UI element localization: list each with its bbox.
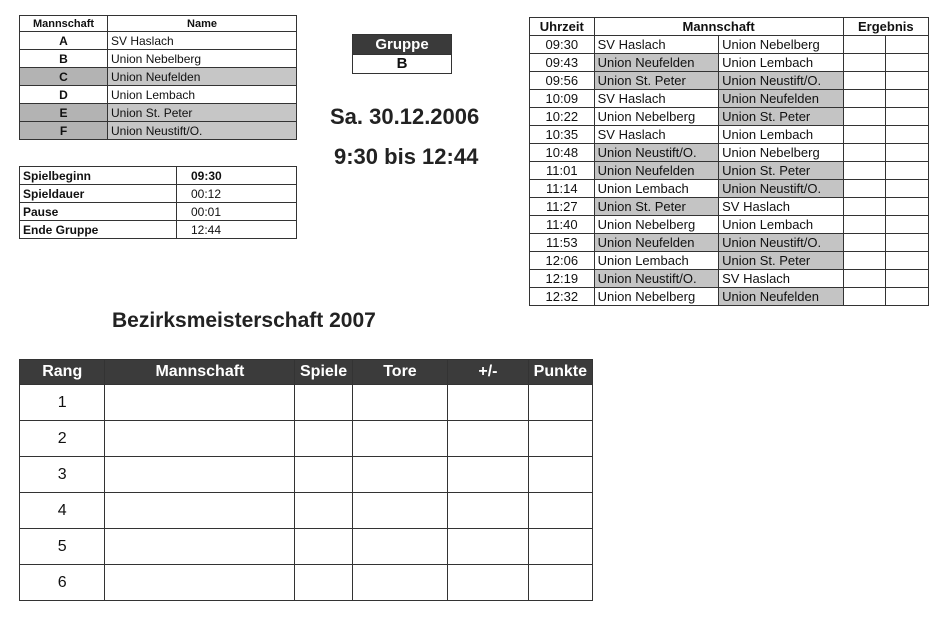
ranking-cell-team [105, 493, 295, 529]
team-name: SV Haslach [108, 32, 297, 50]
schedule-row [530, 162, 929, 180]
match-home-team: Union Neustift/O. [594, 270, 718, 288]
ranking-cell-diff [448, 421, 528, 457]
ranking-cell-points [528, 529, 592, 565]
rank-number: 4 [20, 493, 105, 529]
ranking-cell-team [105, 421, 295, 457]
match-guest-team: SV Haslach [719, 198, 843, 216]
team-name: Union Lembach [108, 86, 297, 104]
rank-number: 3 [20, 457, 105, 493]
team-table-header [20, 16, 297, 32]
event-time-range: 9:30 bis 12:44 [334, 144, 479, 169]
result-guest-cell [886, 288, 929, 306]
match-time: 11:14 [530, 180, 595, 198]
schedule-table-body [530, 36, 929, 306]
schedule-row [530, 36, 929, 54]
match-time: 11:40 [530, 216, 595, 234]
info-value: 09:30 [177, 167, 297, 185]
info-row [20, 167, 297, 185]
info-value: 00:01 [177, 203, 297, 221]
ranking-cell-goals [352, 493, 448, 529]
info-label: Ende Gruppe [20, 221, 177, 239]
match-home-team: Union Neufelden [594, 234, 718, 252]
ranking-cell-points [528, 493, 592, 529]
ranking-cell-team [105, 565, 295, 601]
ranking-cell-games [295, 565, 352, 601]
ranking-cell-team [105, 457, 295, 493]
ranking-cell-goals [352, 385, 448, 421]
page-title: Bezirksmeisterschaft 2007 [112, 309, 376, 332]
team-name: Union Neufelden [108, 68, 297, 86]
result-guest-cell [886, 90, 929, 108]
schedule-row [530, 234, 929, 252]
match-guest-team: Union St. Peter [719, 108, 843, 126]
match-home-team: SV Haslach [594, 36, 718, 54]
info-row [20, 221, 297, 239]
ranking-cell-games [295, 529, 352, 565]
team-code: E [20, 104, 108, 122]
match-time: 10:09 [530, 90, 595, 108]
ranking-cell-diff [448, 565, 528, 601]
match-guest-team: Union Neufelden [719, 90, 843, 108]
result-guest-cell [886, 162, 929, 180]
result-guest-cell [886, 234, 929, 252]
result-guest-cell [886, 72, 929, 90]
schedule-row [530, 144, 929, 162]
match-time: 11:53 [530, 234, 595, 252]
match-time: 09:43 [530, 54, 595, 72]
schedule-row [530, 180, 929, 198]
match-guest-team: Union Lembach [719, 54, 843, 72]
team-table [19, 15, 297, 140]
schedule-row [530, 126, 929, 144]
ranking-row [20, 421, 593, 457]
team-table-body [20, 32, 297, 140]
match-guest-team: Union Neufelden [719, 288, 843, 306]
match-guest-team: Union Neustift/O. [719, 72, 843, 90]
ranking-cell-points [528, 457, 592, 493]
match-home-team: Union Neufelden [594, 162, 718, 180]
match-guest-team: Union Neustift/O. [719, 180, 843, 198]
ranking-cell-points [528, 421, 592, 457]
result-home-cell [843, 54, 886, 72]
match-home-team: Union Lembach [594, 252, 718, 270]
schedule-row [530, 108, 929, 126]
match-guest-team: SV Haslach [719, 270, 843, 288]
result-home-cell [843, 72, 886, 90]
ranking-row [20, 565, 593, 601]
ranking-cell-diff [448, 385, 528, 421]
result-guest-cell [886, 270, 929, 288]
team-name: Union Neustift/O. [108, 122, 297, 140]
schedule-row [530, 288, 929, 306]
match-time: 11:01 [530, 162, 595, 180]
rank-number: 5 [20, 529, 105, 565]
ranking-cell-games [295, 385, 352, 421]
ranking-cell-games [295, 421, 352, 457]
ranking-row [20, 493, 593, 529]
result-guest-cell [886, 144, 929, 162]
ranking-cell-team [105, 385, 295, 421]
info-label: Spieldauer [20, 185, 177, 203]
info-table-body [20, 167, 297, 239]
info-row [20, 185, 297, 203]
team-name: Union Nebelberg [108, 50, 297, 68]
result-home-cell [843, 252, 886, 270]
match-home-team: Union Nebelberg [594, 288, 718, 306]
match-guest-team: Union Lembach [719, 216, 843, 234]
match-home-team: Union St. Peter [594, 72, 718, 90]
match-home-team: Union Nebelberg [594, 108, 718, 126]
result-guest-cell [886, 198, 929, 216]
ranking-cell-team [105, 529, 295, 565]
ranking-cell-games [295, 457, 352, 493]
team-row [20, 104, 297, 122]
schedule-row [530, 252, 929, 270]
event-date: Sa. 30.12.2006 [330, 104, 480, 129]
ranking-cell-goals [352, 529, 448, 565]
result-home-cell [843, 108, 886, 126]
ranking-header [20, 360, 593, 385]
result-home-cell [843, 216, 886, 234]
match-guest-team: Union Nebelberg [719, 36, 843, 54]
result-guest-cell [886, 252, 929, 270]
ranking-header-team: Mannschaft [105, 360, 295, 385]
team-code: A [20, 32, 108, 50]
schedule-header-team: Mannschaft [594, 18, 843, 36]
match-guest-team: Union Nebelberg [719, 144, 843, 162]
team-row [20, 32, 297, 50]
result-guest-cell [886, 180, 929, 198]
group-value: B [353, 54, 451, 73]
ranking-cell-goals [352, 421, 448, 457]
result-home-cell [843, 180, 886, 198]
match-home-team: SV Haslach [594, 126, 718, 144]
ranking-cell-points [528, 385, 592, 421]
match-time: 12:19 [530, 270, 595, 288]
ranking-header-goals: Tore [352, 360, 448, 385]
ranking-header-games: Spiele [295, 360, 352, 385]
match-time: 11:27 [530, 198, 595, 216]
ranking-row [20, 457, 593, 493]
result-guest-cell [886, 216, 929, 234]
match-guest-team: Union St. Peter [719, 252, 843, 270]
rank-number: 6 [20, 565, 105, 601]
ranking-row [20, 385, 593, 421]
info-value: 12:44 [177, 221, 297, 239]
team-code: B [20, 50, 108, 68]
match-time: 10:22 [530, 108, 595, 126]
match-home-team: Union Neustift/O. [594, 144, 718, 162]
schedule-row [530, 54, 929, 72]
result-guest-cell [886, 36, 929, 54]
schedule-row [530, 198, 929, 216]
team-header-code: Mannschaft [20, 16, 108, 32]
ranking-header-rank: Rang [20, 360, 105, 385]
result-home-cell [843, 144, 886, 162]
team-code: C [20, 68, 108, 86]
match-time: 10:35 [530, 126, 595, 144]
ranking-cell-goals [352, 457, 448, 493]
info-label: Spielbeginn [20, 167, 177, 185]
rank-number: 2 [20, 421, 105, 457]
result-home-cell [843, 288, 886, 306]
ranking-table [19, 359, 593, 601]
ranking-header-points: Punkte [528, 360, 592, 385]
ranking-row [20, 529, 593, 565]
result-guest-cell [886, 126, 929, 144]
info-row [20, 203, 297, 221]
match-time: 09:56 [530, 72, 595, 90]
team-code: D [20, 86, 108, 104]
schedule-table [529, 17, 929, 306]
ranking-header-diff: +/- [448, 360, 528, 385]
result-home-cell [843, 162, 886, 180]
ranking-table-body [20, 385, 593, 601]
schedule-row [530, 270, 929, 288]
team-name: Union St. Peter [108, 104, 297, 122]
rank-number: 1 [20, 385, 105, 421]
team-code: F [20, 122, 108, 140]
group-label: Gruppe [353, 35, 451, 54]
schedule-header-result: Ergebnis [843, 18, 928, 36]
result-home-cell [843, 234, 886, 252]
team-row [20, 122, 297, 140]
match-home-team: Union Lembach [594, 180, 718, 198]
match-home-team: Union Nebelberg [594, 216, 718, 234]
match-time: 12:06 [530, 252, 595, 270]
result-home-cell [843, 270, 886, 288]
match-guest-team: Union Neustift/O. [719, 234, 843, 252]
match-home-team: Union Neufelden [594, 54, 718, 72]
schedule-header [530, 18, 929, 36]
match-guest-team: Union Lembach [719, 126, 843, 144]
schedule-header-time: Uhrzeit [530, 18, 595, 36]
match-time: 09:30 [530, 36, 595, 54]
result-home-cell [843, 198, 886, 216]
result-home-cell [843, 36, 886, 54]
schedule-row [530, 216, 929, 234]
info-label: Pause [20, 203, 177, 221]
match-home-team: SV Haslach [594, 90, 718, 108]
ranking-cell-diff [448, 457, 528, 493]
ranking-cell-diff [448, 529, 528, 565]
result-home-cell [843, 126, 886, 144]
group-badge [352, 34, 452, 74]
team-header-name: Name [108, 16, 297, 32]
match-time: 12:32 [530, 288, 595, 306]
team-row [20, 68, 297, 86]
ranking-cell-diff [448, 493, 528, 529]
info-value: 00:12 [177, 185, 297, 203]
schedule-row [530, 90, 929, 108]
result-guest-cell [886, 54, 929, 72]
ranking-cell-games [295, 493, 352, 529]
match-home-team: Union St. Peter [594, 198, 718, 216]
team-row [20, 86, 297, 104]
result-home-cell [843, 90, 886, 108]
team-row [20, 50, 297, 68]
match-time: 10:48 [530, 144, 595, 162]
ranking-cell-goals [352, 565, 448, 601]
ranking-cell-points [528, 565, 592, 601]
schedule-row [530, 72, 929, 90]
result-guest-cell [886, 108, 929, 126]
match-guest-team: Union St. Peter [719, 162, 843, 180]
info-table [19, 166, 297, 239]
